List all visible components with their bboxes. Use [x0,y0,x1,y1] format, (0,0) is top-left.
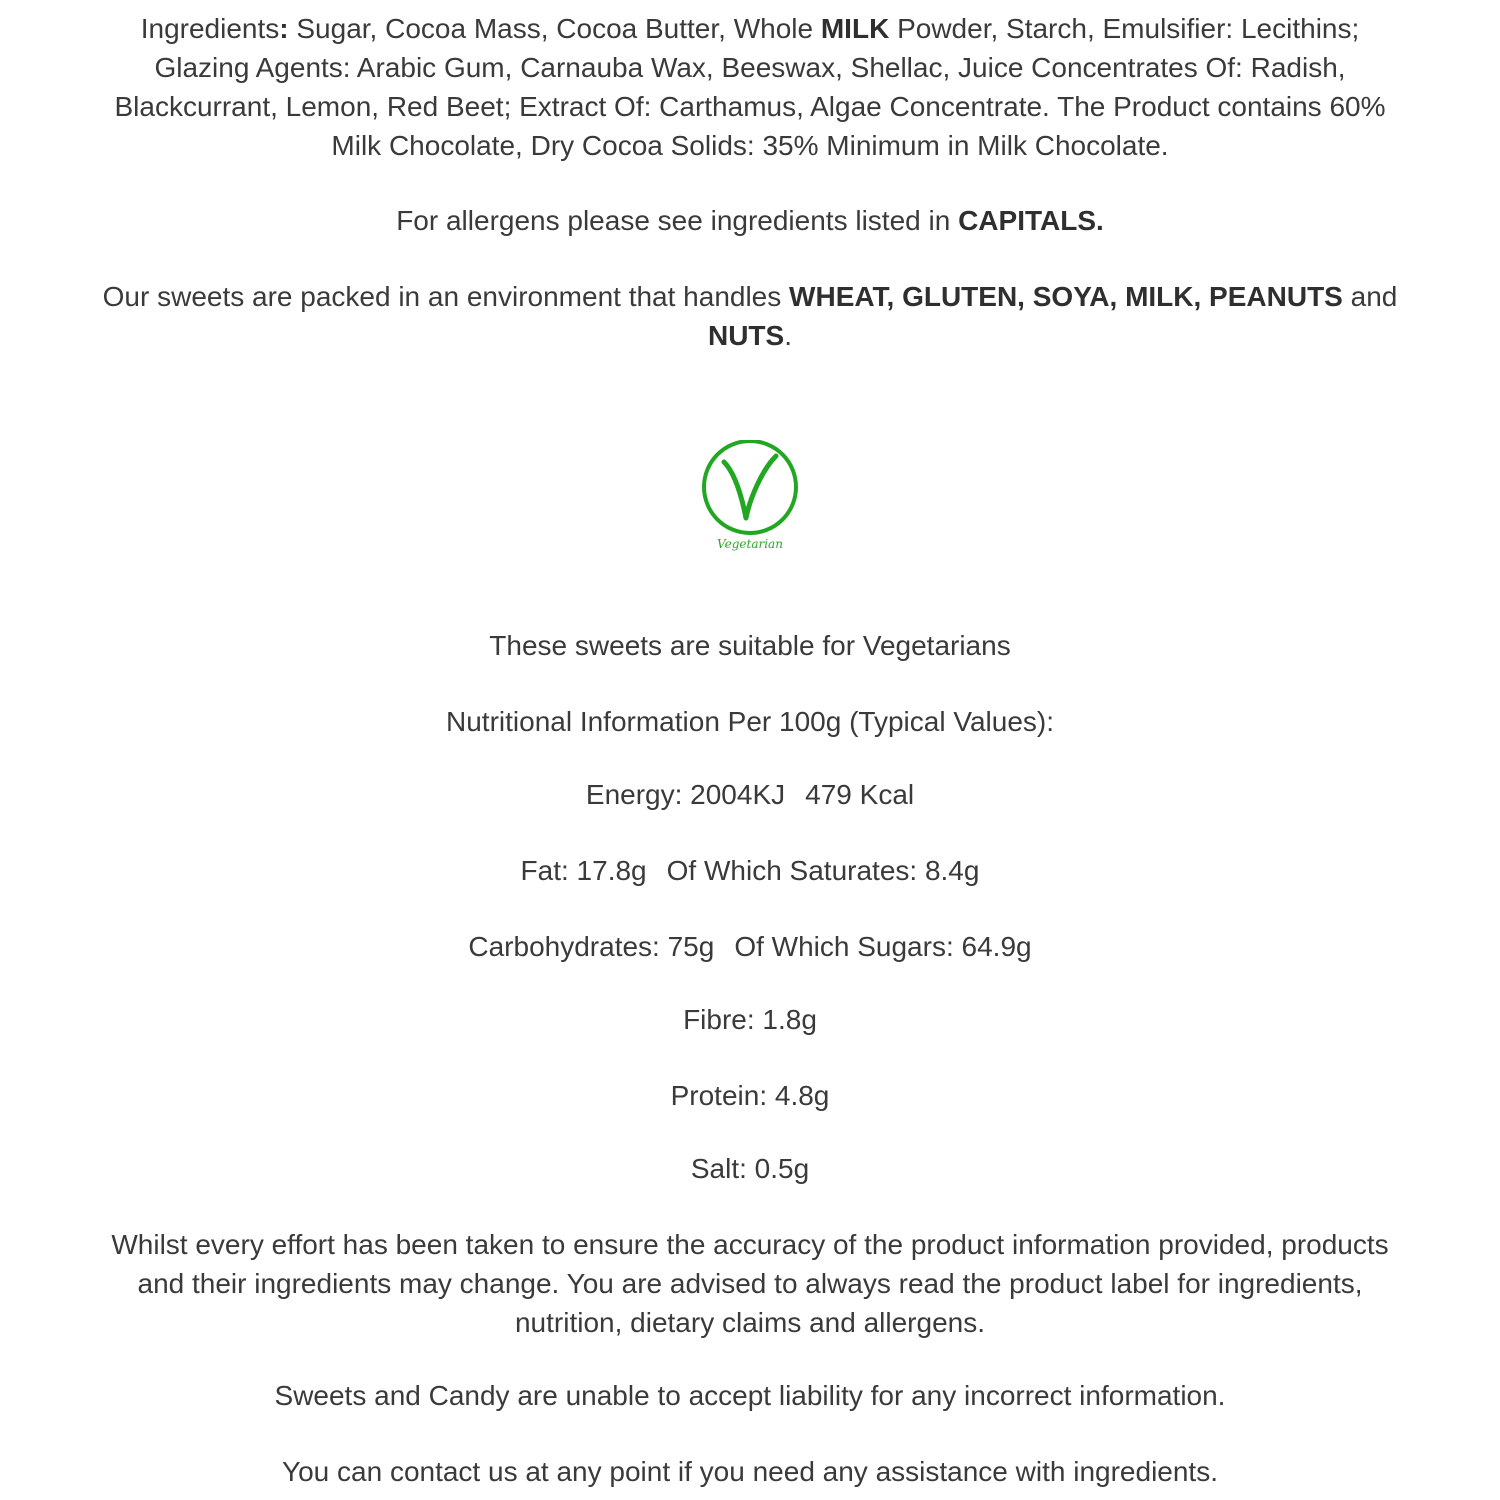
nutrition-heading: Nutritional Information Per 100g (Typical Values): [446,706,1054,737]
energy-kj: Energy: 2004KJ [585,779,786,810]
vegetarian-icon-v [724,456,776,518]
ingredients-label: Ingredients [140,13,280,44]
accuracy-disclaimer: Whilst every effort has been taken to ensure the accuracy of the product information provided, products and their ingredients may change. You are advised to always read the product label for ingredients, nutrition, dietary claims and allergens. [111,1229,1389,1338]
packing-environment-note [90,277,1410,355]
allergens-capitals: CAPITALS. [958,205,1104,236]
ingredients-text-part2: Powder, Starch, Emulsifier: Lecithins; Glazing Agents: Arabic Gum, Carnauba Wax, Beeswax, Shellac, Juice Concentrates Of: Radish, Blackcurrant, Lemon, Red Beet; Extract Of: Carthamus, Algae Concentrate. The Product contains 60% Milk Chocolate, Dry Cocoa Solids: 35% Minimum in Milk Chocolate. [114,13,1386,161]
vegetarian-logo-caption: Vegetarian [717,537,783,551]
carbohydrates-value: Carbohydrates: 75g [468,931,715,962]
nutrition-protein: Protein: 4.8g [670,1080,830,1111]
nutrition-fat [90,851,1410,890]
energy-kcal: 479 Kcal [805,779,915,810]
allergens-text: For allergens please see ingredients listed in [396,205,959,236]
ingredients-colon: : [279,13,289,44]
packed-period: . [784,320,792,351]
fat-value: Fat: 17.8g [520,855,647,886]
contact-note: You can contact us at any point if you need any assistance with ingredients. [281,1456,1218,1487]
sugars-value: Of Which Sugars: 64.9g [734,931,1032,962]
packed-and: and [1342,281,1398,312]
packed-allergen-list: WHEAT, GLUTEN, SOYA, MILK, PEANUTS [789,281,1343,312]
vegetarian-icon-circle [704,441,796,533]
liability-note: Sweets and Candy are unable to accept liability for any incorrect information. [274,1380,1226,1411]
saturates-value: Of Which Saturates: 8.4g [666,855,980,886]
packed-nuts: NUTS [707,320,785,351]
nutrition-carbohydrates [90,927,1410,966]
ingredients-text-part1: Sugar, Cocoa Mass, Cocoa Butter, Whole [288,13,821,44]
nutrition-energy [90,775,1410,814]
vegetarian-suitability: These sweets are suitable for Vegetarians [489,630,1011,661]
allergen-milk: MILK [820,13,890,44]
packed-text: Our sweets are packed in an environment that handles [102,281,790,312]
ingredients-paragraph [90,9,1410,165]
nutrition-salt: Salt: 0.5g [690,1153,810,1184]
nutrition-fibre: Fibre: 1.8g [683,1004,817,1035]
allergens-note [90,201,1410,240]
